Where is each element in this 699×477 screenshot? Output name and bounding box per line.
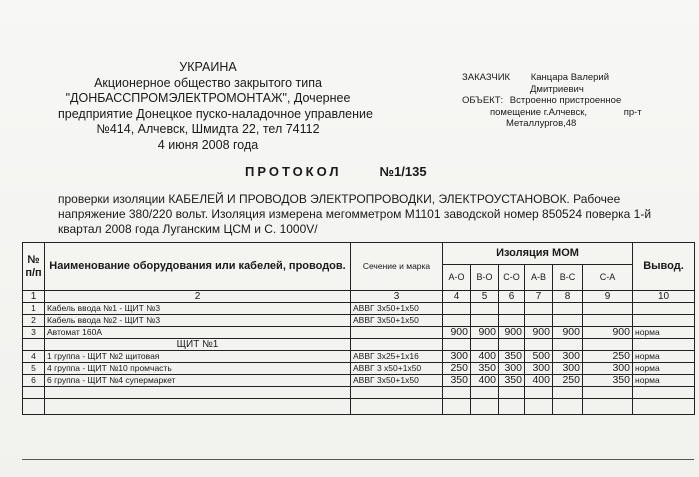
- header-phase-bo: В-О: [471, 265, 499, 291]
- row-section: АВВГ 3х50+1х50: [351, 315, 443, 327]
- client-patronymic: Дмитриевич: [530, 83, 584, 95]
- empty-cell: [633, 387, 695, 399]
- org-line-name: "ДОНБАССПРОМЭЛЕКТРОМОНТАЖ", Дочернее: [65, 91, 351, 105]
- protocol-description: [58, 192, 698, 237]
- object-line-3: Металлургов,48: [506, 118, 577, 129]
- empty-cell: [351, 399, 443, 415]
- object-line-2: помещение г.Алчевск,: [490, 106, 588, 118]
- org-line-address: №414, Алчевск, Шмидта 22, тел 74112: [96, 122, 320, 136]
- row-name: Кабель ввода №2 - ЩИТ №3: [45, 315, 351, 327]
- empty-cell: [443, 399, 471, 415]
- row-output: норма: [633, 363, 695, 375]
- row-value: 500: [525, 351, 553, 363]
- empty-row: [23, 387, 695, 399]
- row-name: 6 группа - ЩИТ №4 супермаркет: [45, 375, 351, 387]
- column-number: 5: [471, 291, 499, 303]
- row-value: 900: [471, 327, 499, 339]
- group-empty-cell: [471, 339, 499, 351]
- header-phase-ab: А-В: [525, 265, 553, 291]
- header-name: Наименование оборудования или кабелей, проводов.: [45, 243, 351, 291]
- empty-cell: [443, 387, 471, 399]
- group-empty-cell: [499, 339, 525, 351]
- row-name: 1 группа - ЩИТ №2 щитовая: [45, 351, 351, 363]
- row-output: [633, 303, 695, 315]
- row-value: 300: [443, 351, 471, 363]
- row-value: 350: [443, 375, 471, 387]
- row-value: 300: [553, 363, 583, 375]
- row-output: норма: [633, 351, 695, 363]
- row-value: [583, 303, 633, 315]
- row-value: 250: [443, 363, 471, 375]
- row-value: [553, 303, 583, 315]
- header-num: № п/п: [23, 243, 45, 291]
- description-line-3: квартал 2008 года Луганским ЦСМ и С. 1000V/: [58, 222, 318, 236]
- empty-cell: [633, 399, 695, 415]
- protocol-number: №1/135: [379, 164, 427, 179]
- empty-cell: [499, 387, 525, 399]
- row-value: 900: [553, 327, 583, 339]
- row-value: [499, 315, 525, 327]
- row-value: [499, 303, 525, 315]
- object-label: ОБЪЕКТ:: [462, 95, 504, 106]
- table-row: [23, 363, 695, 375]
- empty-cell: [23, 399, 45, 415]
- row-value: 400: [471, 351, 499, 363]
- row-value: 900: [443, 327, 471, 339]
- client-label: ЗАКАЗЧИК: [462, 72, 511, 83]
- table-row: [23, 351, 695, 363]
- empty-cell: [499, 399, 525, 415]
- description-line-2: напряжение 380/220 вольт. Изоляция измерена мегомметром М1101 заводской номер 850524 поверка 1-й: [58, 207, 652, 221]
- row-section: АВВГ 3 х50+1х50: [351, 363, 443, 375]
- row-num: 4: [23, 351, 45, 363]
- row-value: 300: [525, 363, 553, 375]
- row-num: 3: [23, 327, 45, 339]
- empty-cell: [471, 399, 499, 415]
- header-output: Вывод.: [633, 243, 695, 291]
- row-value: 350: [499, 375, 525, 387]
- row-value: [443, 315, 471, 327]
- column-number: 10: [633, 291, 695, 303]
- isolation-table: [22, 242, 695, 415]
- row-value: 900: [583, 327, 633, 339]
- table-row: [23, 315, 695, 327]
- header-phase-bc: В-С: [553, 265, 583, 291]
- column-number: 8: [553, 291, 583, 303]
- column-number: 9: [583, 291, 633, 303]
- column-number: 1: [23, 291, 45, 303]
- empty-cell: [583, 387, 633, 399]
- header-phase-ao: А-О: [443, 265, 471, 291]
- row-value: 250: [583, 351, 633, 363]
- row-num: 2: [23, 315, 45, 327]
- row-value: 900: [525, 327, 553, 339]
- row-value: 350: [471, 363, 499, 375]
- row-output: норма: [633, 327, 695, 339]
- row-value: [553, 315, 583, 327]
- group-label: ЩИТ №1: [45, 339, 351, 351]
- empty-cell: [45, 399, 351, 415]
- group-empty-cell: [443, 339, 471, 351]
- empty-cell: [525, 399, 553, 415]
- empty-cell: [351, 387, 443, 399]
- row-value: [443, 303, 471, 315]
- empty-cell: [583, 399, 633, 415]
- group-empty-cell: [351, 339, 443, 351]
- org-line-date: 4 июня 2008 года: [157, 137, 259, 152]
- empty-cell: [471, 387, 499, 399]
- group-empty-cell: [553, 339, 583, 351]
- table-row: [23, 303, 695, 315]
- empty-cell: [45, 387, 351, 399]
- row-value: 400: [525, 375, 553, 387]
- row-output: норма: [633, 375, 695, 387]
- row-value: 350: [499, 351, 525, 363]
- column-number: 3: [351, 291, 443, 303]
- row-name: Кабель ввода №1 - ЩИТ №3: [45, 303, 351, 315]
- row-value: [583, 315, 633, 327]
- table-row: [23, 375, 695, 387]
- empty-row: [23, 399, 695, 415]
- header-phase-ca: С-А: [583, 265, 633, 291]
- column-number: 7: [525, 291, 553, 303]
- protocol-word: ПРОТОКОЛ: [245, 164, 342, 179]
- row-value: [471, 303, 499, 315]
- row-num: 1: [23, 303, 45, 315]
- row-name: Автомат 160А: [45, 327, 351, 339]
- group-empty-cell: [23, 339, 45, 351]
- client-name: Канцара Валерий: [530, 72, 610, 83]
- client-block: [462, 72, 697, 130]
- empty-cell: [23, 387, 45, 399]
- description-line-1: проверки изоляции КАБЕЛЕЙ И ПРОВОДОВ ЭЛЕКТРОПРОВОДКИ, ЭЛЕКТРОУСТАНОВОК. Рабочее: [58, 192, 621, 206]
- org-line-division: предприятие Донецкое пуско-наладочное управление: [58, 106, 373, 121]
- group-header-row: [23, 339, 695, 351]
- object-line-2b: пр-т: [623, 106, 642, 118]
- group-empty-cell: [583, 339, 633, 351]
- row-output: [633, 315, 695, 327]
- row-section: АВВГ 3х50+1х50: [351, 303, 443, 315]
- row-value: 300: [553, 351, 583, 363]
- column-number-row: [23, 291, 695, 303]
- org-line-type: Акционерное общество закрытого типа: [94, 75, 322, 90]
- object-line-1: Встроенно пристроенное: [509, 95, 622, 106]
- row-value: [525, 315, 553, 327]
- row-value: 900: [499, 327, 525, 339]
- empty-cell: [525, 387, 553, 399]
- table-row: [23, 327, 695, 339]
- row-value: 300: [583, 363, 633, 375]
- column-number: 4: [443, 291, 471, 303]
- bottom-rule: [22, 459, 694, 460]
- header-phase-co: С-О: [499, 265, 525, 291]
- row-value: 400: [471, 375, 499, 387]
- row-name: 4 группа - ЩИТ №10 промчасть: [45, 363, 351, 375]
- row-section: АВВГ 3х25+1х16: [351, 351, 443, 363]
- header-section: Сечение и марка: [351, 243, 443, 291]
- row-num: 5: [23, 363, 45, 375]
- empty-cell: [553, 399, 583, 415]
- column-number: 2: [45, 291, 351, 303]
- row-value: 300: [499, 363, 525, 375]
- row-value: 250: [553, 375, 583, 387]
- row-value: 350: [583, 375, 633, 387]
- header-isolation: Изоляция МОМ: [443, 243, 633, 265]
- row-section: АВВГ 3х50+1х50: [351, 375, 443, 387]
- empty-cell: [553, 387, 583, 399]
- column-number: 6: [499, 291, 525, 303]
- row-value: [525, 303, 553, 315]
- organization-block: [58, 60, 373, 153]
- row-value: [471, 315, 499, 327]
- org-line-country: УКРАИНА: [179, 60, 237, 74]
- row-section: [351, 327, 443, 339]
- protocol-title: [245, 164, 427, 179]
- row-num: 6: [23, 375, 45, 387]
- group-empty-cell: [633, 339, 695, 351]
- group-empty-cell: [525, 339, 553, 351]
